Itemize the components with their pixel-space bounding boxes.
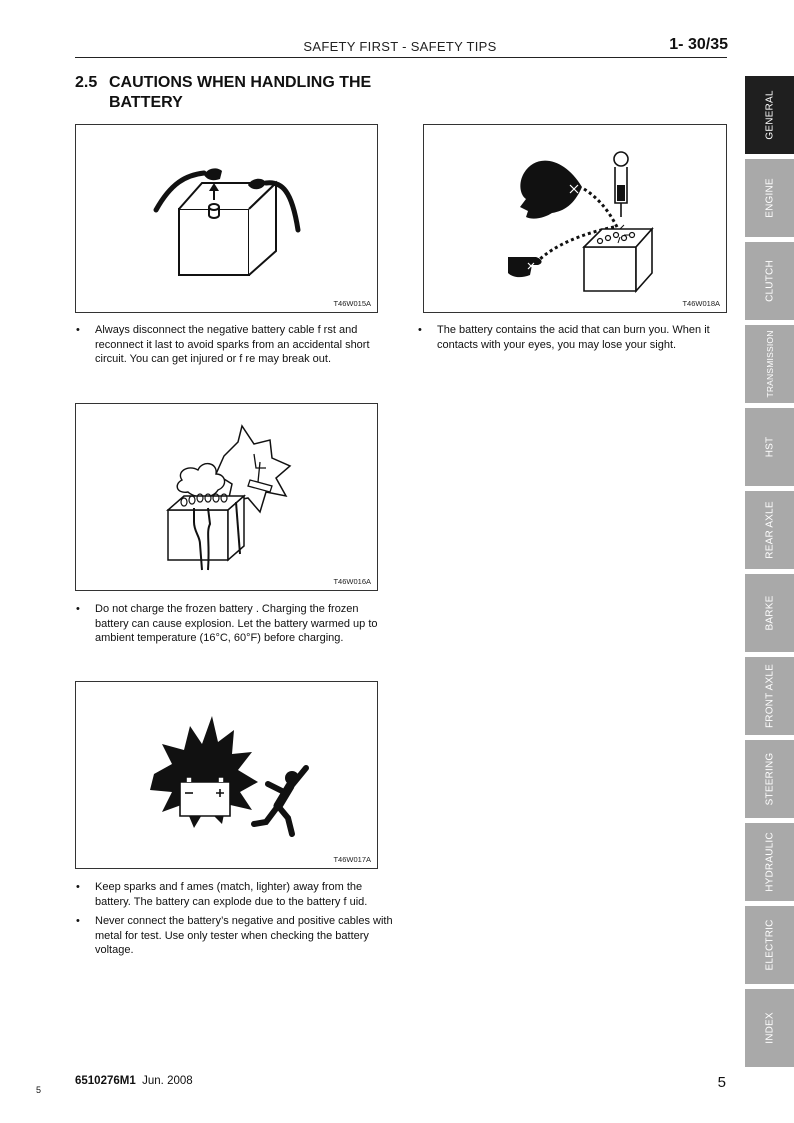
bullet-list-fig3 — [75, 602, 393, 651]
figure-battery-explosion — [75, 681, 378, 869]
bullet-list-fig4 — [75, 880, 393, 963]
list-item — [75, 323, 393, 367]
figure-code: T46W018A — [682, 299, 720, 308]
page-number: 5 — [717, 1074, 726, 1091]
bullet-marker: • — [76, 603, 80, 615]
battery-acid-eye-hazard-illustration — [424, 125, 726, 312]
section-title: CAUTIONS WHEN HANDLING THE BATTERY — [109, 74, 372, 111]
figure-code: T46W015A — [333, 299, 371, 308]
tab-transmission[interactable]: TRANSMISSION — [745, 325, 794, 403]
list-item — [75, 602, 393, 646]
bullet-marker: • — [418, 324, 422, 336]
bullet-text: Never connect the battery’s negative and positive cables with metal for test. Use only tester when checking the battery voltage. — [95, 915, 393, 956]
bullet-marker: • — [76, 881, 80, 893]
tab-hst[interactable]: HST — [745, 408, 794, 486]
tab-hydraulic[interactable]: HYDRAULIC — [745, 823, 794, 901]
battery-spark-explosion-illustration — [76, 682, 377, 868]
document-date: Jun. 2008 — [142, 1075, 193, 1087]
list-item — [417, 323, 729, 352]
tab-engine[interactable]: ENGINE — [745, 159, 794, 237]
bullet-list-fig2 — [417, 323, 729, 357]
tab-general[interactable]: GENERAL — [745, 76, 794, 154]
figure-frozen-battery — [75, 403, 378, 591]
header-divider — [75, 57, 727, 58]
figure-code: T46W016A — [333, 577, 371, 586]
bullet-text: Keep sparks and f ames (match, lighter) away from the battery. The battery can explode due to the battery f uid. — [95, 881, 368, 908]
running-header-title: SAFETY FIRST - SAFETY TIPS — [303, 39, 497, 54]
footer-document-info — [75, 1075, 193, 1087]
bullet-text: Do not charge the frozen battery . Charging the frozen battery can cause explosion. Let the battery warmed up to ambient temperature (16°C, 60°F) before charging. — [95, 603, 378, 644]
document-number: 6510276M1 — [75, 1075, 136, 1087]
section-number: 2.5 — [75, 74, 98, 91]
bullet-text: The battery contains the acid that can burn you. When it contacts with your eyes, you may lose your sight. — [437, 324, 710, 351]
list-item — [75, 914, 393, 958]
bullet-marker: • — [76, 915, 80, 927]
tab-steering[interactable]: STEERING — [745, 740, 794, 818]
figure-code: T46W017A — [333, 855, 371, 864]
bullet-text: Always disconnect the negative battery cable f rst and reconnect it last to avoid sparks from an accidental short circuit. You can get injured or f re may break out. — [95, 324, 370, 365]
tab-clutch[interactable]: CLUTCH — [745, 242, 794, 320]
tab-front-axle[interactable]: FRONT AXLE — [745, 657, 794, 735]
figure-battery-acid — [423, 124, 727, 313]
bullet-marker: • — [76, 324, 80, 336]
figure-battery-disconnect — [75, 124, 378, 313]
list-item — [75, 880, 393, 909]
battery-disconnect-illustration — [76, 125, 377, 312]
chapter-page-reference: 1- 30/35 — [669, 36, 728, 53]
tab-electric[interactable]: ELECTRIC — [745, 906, 794, 984]
bullet-list-fig1 — [75, 323, 393, 372]
tab-barke[interactable]: BARKE — [745, 574, 794, 652]
corner-page-number: 5 — [36, 1085, 42, 1095]
frozen-battery-explosion-illustration — [76, 404, 377, 590]
tab-rear-axle[interactable]: REAR AXLE — [745, 491, 794, 569]
tab-index[interactable]: INDEX — [745, 989, 794, 1067]
